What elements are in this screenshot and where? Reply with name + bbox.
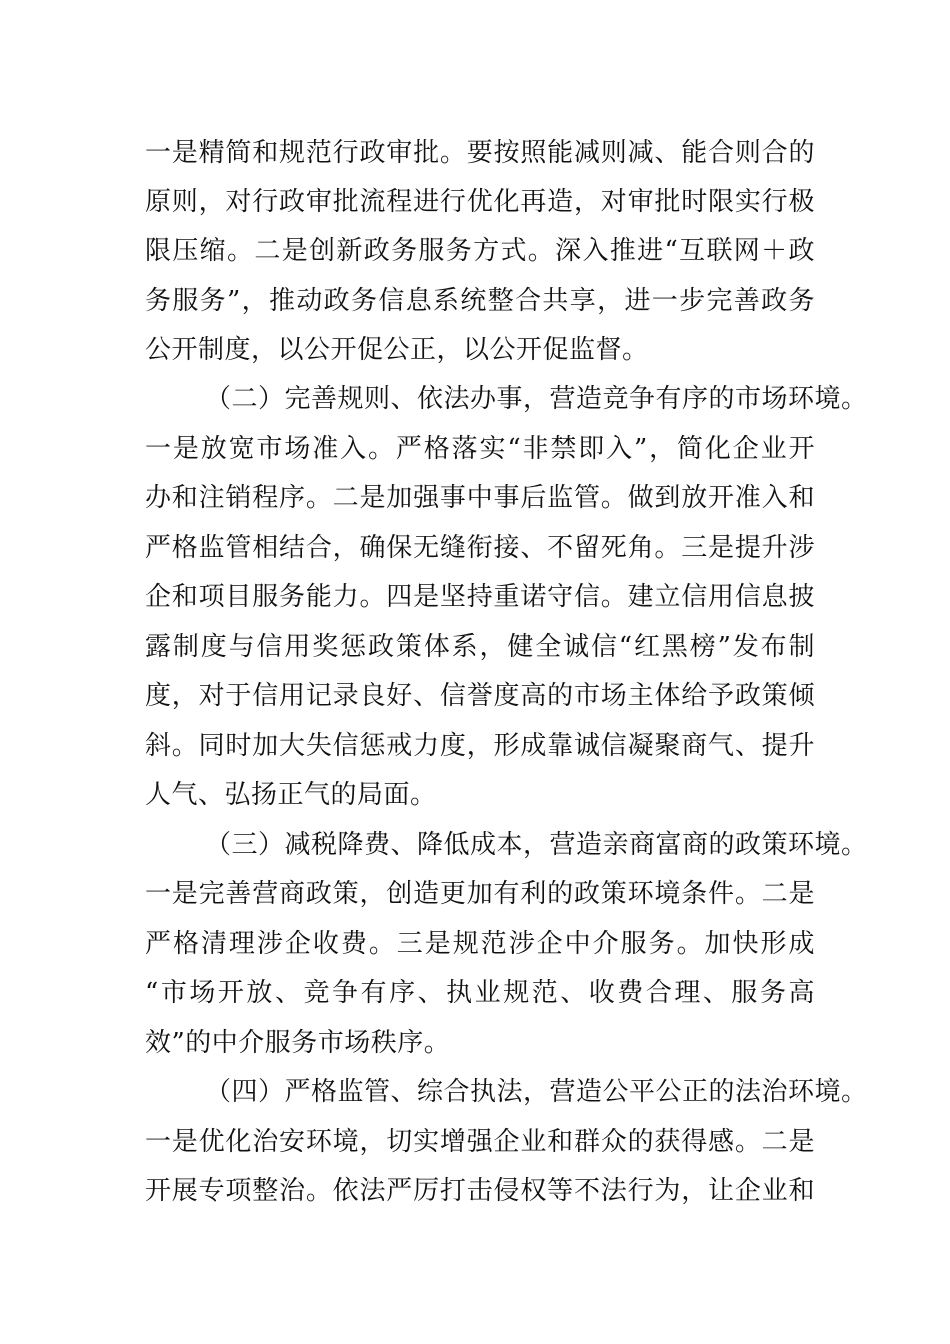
body-text-line: 严格监管相结合，确保无缝衔接、不留死角。三是提升涉: [145, 533, 815, 563]
body-text-line: 一是优化治安环境，切实增强企业和群众的获得感。二是: [145, 1127, 815, 1157]
body-text-line: 限压缩。二是创新政务服务方式。深入推进“互联网＋政: [145, 236, 815, 266]
body-text-line: 务服务”，推动政务信息系统整合共享，进一步完善政务: [145, 286, 815, 316]
body-text-line: 露制度与信用奖惩政策体系，健全诚信“红黑榜”发布制: [145, 632, 815, 662]
body-text-line: 效”的中介服务市场秩序。: [145, 1028, 451, 1058]
body-text-line: 人气、弘扬正气的局面。: [145, 780, 437, 810]
body-text-line: “市场开放、竞争有序、执业规范、收费合理、服务高: [145, 978, 815, 1008]
body-text-line: 办和注销程序。二是加强事中事后监管。做到放开准入和: [145, 483, 815, 513]
body-text-line: 公开制度，以公开促公正，以公开促监督。: [145, 335, 649, 365]
body-text-line: 严格清理涉企收费。三是规范涉企中介服务。加快形成: [145, 929, 815, 959]
section-heading-line: （四）严格监管、综合执法，营造公平公正的法治环境。: [205, 1077, 868, 1107]
body-text-line: 原则，对行政审批流程进行优化再造，对审批时限实行极: [145, 187, 815, 217]
body-text-line: 一是放宽市场准入。严格落实“非禁即入”，简化企业开: [145, 434, 815, 464]
body-text-line: 一是完善营商政策，创造更加有利的政策环境条件。二是: [145, 879, 815, 909]
body-text-line: 斜。同时加大失信惩戒力度，形成靠诚信凝聚商气、提升: [145, 731, 815, 761]
section-heading-line: （三）减税降费、降低成本，营造亲商富商的政策环境。: [205, 830, 868, 860]
body-text-line: 度，对于信用记录良好、信誉度高的市场主体给予政策倾: [145, 681, 815, 711]
body-text-line: 企和项目服务能力。四是坚持重诺守信。建立信用信息披: [145, 582, 815, 612]
body-text-line: 开展专项整治。依法严厉打击侵权等不法行为，让企业和: [145, 1176, 815, 1206]
section-heading-line: （二）完善规则、依法办事，营造竞争有序的市场环境。: [205, 384, 868, 414]
body-text-line: 一是精简和规范行政审批。要按照能减则减、能合则合的: [145, 138, 815, 168]
